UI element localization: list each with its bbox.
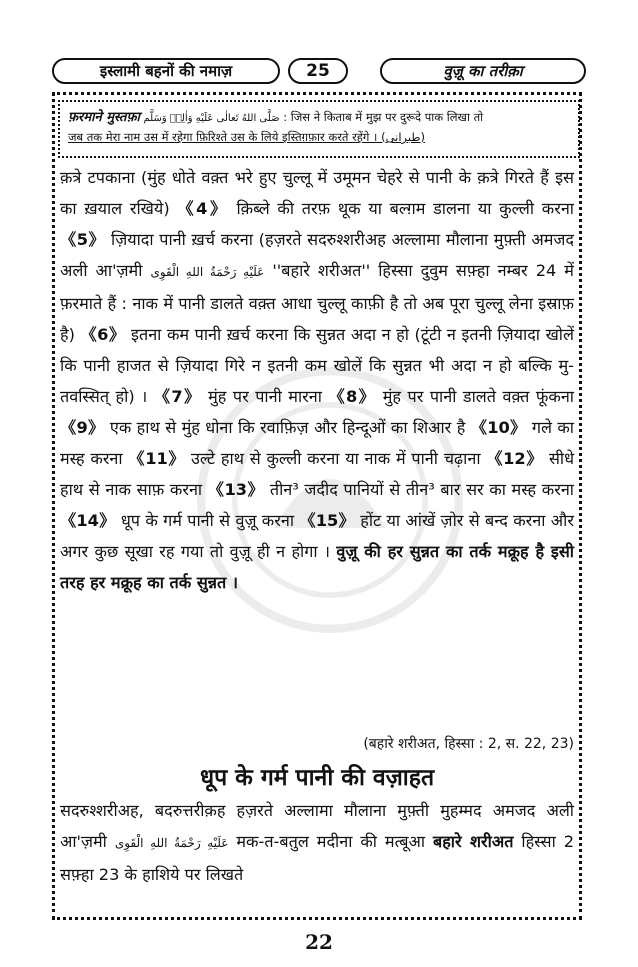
text-segment: इतना कम पानी ख़र्च करना कि सुन्नत अदा न हो (टूंटी न इतनी ज़ियादा खोलें कि पानी हाजत से ज़ियादा गिरे न इतनी कम खोलें कि सुन्नत भी अदा न हो बल्कि मु-तवस्सित् हो) । (60, 325, 574, 406)
text-segment: क़त्रे टपकाना (मुंह धोते वक़्त भरे हुए चुल्लू में उमूमन चेहरे से पानी के क़त्रे गिरते हैं इस का ख़याल रखिये) (60, 168, 574, 218)
text-segment: होंट या आंखें ज़ोर से बन्द करना और अगर कुछ सूखा रह गया तो वुज़ू ही न होगा । (60, 511, 574, 561)
text-segment: सीधे हाथ से नाक साफ़ करना (60, 449, 575, 499)
section-text (60, 795, 574, 890)
text-segment: मुंह पर पानी मारना (208, 387, 322, 406)
reference: (बहारे शरीअत, हिस्सा : 2, स. 22, 23) (363, 736, 574, 752)
header-book-title: इस्लामी बहनों की नमाज़ (52, 58, 280, 84)
item-number: 《9》 (60, 418, 105, 437)
item-number: 《11》 (128, 449, 186, 468)
text-segment: मक-त-बतुल मदीना की मत्बूआ (236, 832, 426, 851)
text-segment: धूप के गर्म पानी से वुज़ू करना (120, 511, 295, 530)
text-segment: हिस्सा 2 सफ़्हा 23 के हाशिये पर लिखते (60, 832, 574, 884)
book-name: बहारे शरीअत (432, 832, 514, 851)
text-segment: तीन³ जदीद पानियों से तीन³ बार सर का मस्ह करना (269, 480, 574, 499)
paragraph (60, 162, 574, 598)
hadith-label: फ़रमाने मुस्तफ़ा (68, 110, 140, 125)
arabic-honorific: عَلَيْهِ رَحْمَةُ اللهِ الْقَوِی (114, 836, 229, 850)
text-segment: सदरुश्शरीअह, बदरुत्तरीक़ह हज़रते अल्लामा मौलाना मुफ़्ती मुहम्मद अमजद अली आ'ज़मी (60, 801, 574, 851)
text-segment: क़िब्ले की तरफ़ थूक या बल्ग़म डालना या कुल्ली करना (236, 199, 574, 218)
text-segment: उल्टे हाथ से कुल्ली करना या नाक में पानी चढ़ाना (191, 449, 481, 468)
text-segment: गले का मस्ह करना (60, 418, 575, 468)
text-segment: ज़ियादा पानी ख़र्च करना (हज़रते सदरुश्शरीअह अल्लामा मौलाना मुफ़्ती अमजद अली आ'ज़मी (60, 230, 574, 280)
hadith-line-1 (68, 108, 570, 128)
item-number: 《5》 (60, 230, 106, 249)
item-number: 《8》 (328, 387, 377, 406)
text-segment: एक हाथ से मुंह धोना कि रवाफ़िज़ और हिन्दूओं का शिआर है (109, 418, 466, 437)
item-number: 《15》 (299, 511, 355, 530)
hadith-box (58, 100, 580, 158)
item-number: 《4》 (177, 199, 229, 218)
item-number: 《14》 (60, 511, 116, 530)
header-page-chip: 25 (288, 58, 348, 84)
bold-rule: वुज़ू की हर सुन्नत का तर्क मक्रूह है इसी तरह हर मक्रूह का तर्क सुन्नत । (60, 542, 574, 592)
item-number: 《7》 (153, 387, 202, 406)
paragraph (60, 795, 574, 890)
item-number: 《12》 (486, 449, 544, 468)
text-segment: मुंह पर पानी डालते वक़्त फूंकना (382, 387, 574, 406)
section-heading: धूप के गर्म पानी की वज़ाहत (199, 765, 435, 791)
text-segment: ''बहारे शरीअत'' हिस्सा दुवुम सफ़्हा नम्बर 24 में फ़रमाते हैं : नाक में पानी डालते वक़्त आधा चुल्लू काफ़ी है तो अब पूरा चुल्लू लेना इस्राफ़ है) (60, 261, 574, 344)
header-chapter-title: वुज़ू का तरीक़ा (380, 58, 586, 84)
hadith-arabic: صَلَّى اللهُ تَعالٰى عَلَيْهِ وَاٰلِهٖ وَسَلَّم (143, 113, 280, 124)
item-number: 《10》 (470, 418, 527, 437)
hadith-text-1: : जिस ने किताब में मुझ पर दुरूदे पाक लिखा तो (283, 110, 484, 124)
item-number: 《6》 (80, 325, 126, 344)
main-text (60, 162, 574, 598)
arabic-honorific: عَلَيْهِ رَحْمَةُ اللهِ الْقَوِی (150, 265, 265, 279)
item-number: 《13》 (207, 480, 265, 499)
hadith-text-2: जब तक मेरा नाम उस में रहेगा फ़िरिश्ते उस के लिये इस्तिग़फ़ार करते रहेंगे । (طبرانی) (68, 130, 426, 144)
page-number: 22 (305, 930, 333, 954)
